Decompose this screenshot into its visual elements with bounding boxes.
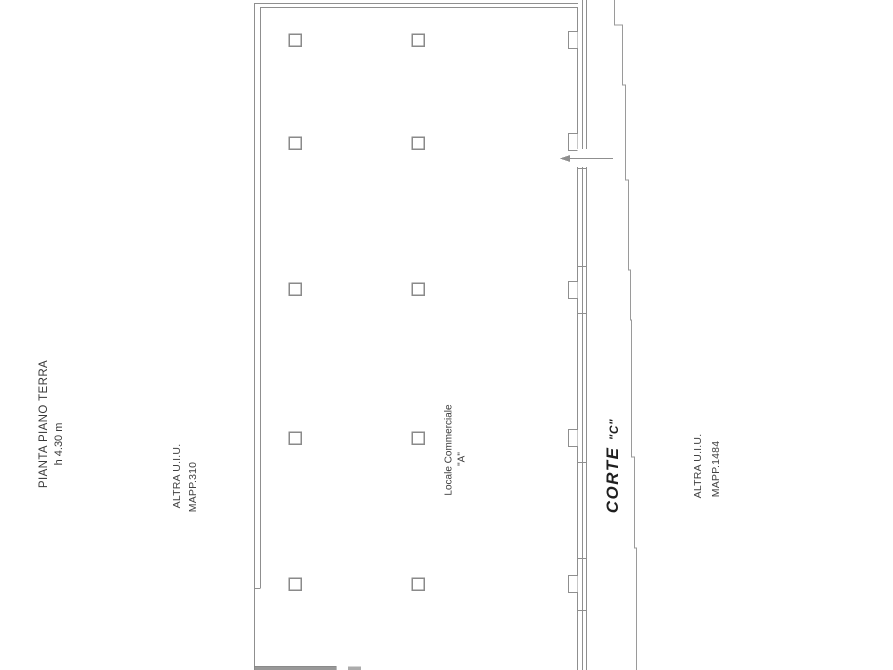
- wall-pilaster: [569, 282, 578, 299]
- column-marker: [412, 283, 424, 295]
- room-walls: [254, 0, 587, 670]
- adjacent-unit-left-mapp: MAPP.310: [187, 461, 199, 513]
- wall-section-fill: [254, 666, 336, 670]
- courtyard-name: CORTE: [603, 446, 622, 514]
- column-marker: [412, 34, 424, 46]
- adjacent-unit-right-label: ALTRA U.I.U.: [692, 433, 704, 499]
- column-grid: [289, 34, 424, 590]
- room-label: Locale Commerciale: [443, 404, 455, 496]
- column-marker: [412, 137, 424, 149]
- courtyard-label: [603, 419, 623, 513]
- column-marker: [289, 432, 301, 444]
- wall-section-cut: [254, 666, 361, 670]
- column-marker: [289, 34, 301, 46]
- column-marker: [289, 283, 301, 295]
- courtyard-id: "C": [607, 418, 621, 441]
- column-marker: [412, 432, 424, 444]
- wall-pilaster: [569, 430, 578, 447]
- wall-pilasters: [569, 32, 578, 593]
- wall-section-fill: [348, 667, 361, 670]
- wall-pilaster: [569, 32, 578, 49]
- column-marker: [289, 578, 301, 590]
- wall-pilaster: [569, 576, 578, 593]
- adjacent-unit-left-label: ALTRA U.I.U.: [171, 443, 183, 509]
- wall-pilaster: [569, 134, 578, 151]
- plan-height-label: h 4.30 m: [53, 422, 65, 466]
- entrance-arrow: [560, 155, 613, 162]
- courtyard-right-boundary: [615, 0, 637, 670]
- room-id-label: "A": [456, 452, 468, 466]
- column-marker: [289, 137, 301, 149]
- adjacent-unit-right-mapp: MAPP.1484: [710, 440, 722, 498]
- plan-title-label: PIANTA PIANO TERRA: [38, 359, 50, 489]
- column-marker: [412, 578, 424, 590]
